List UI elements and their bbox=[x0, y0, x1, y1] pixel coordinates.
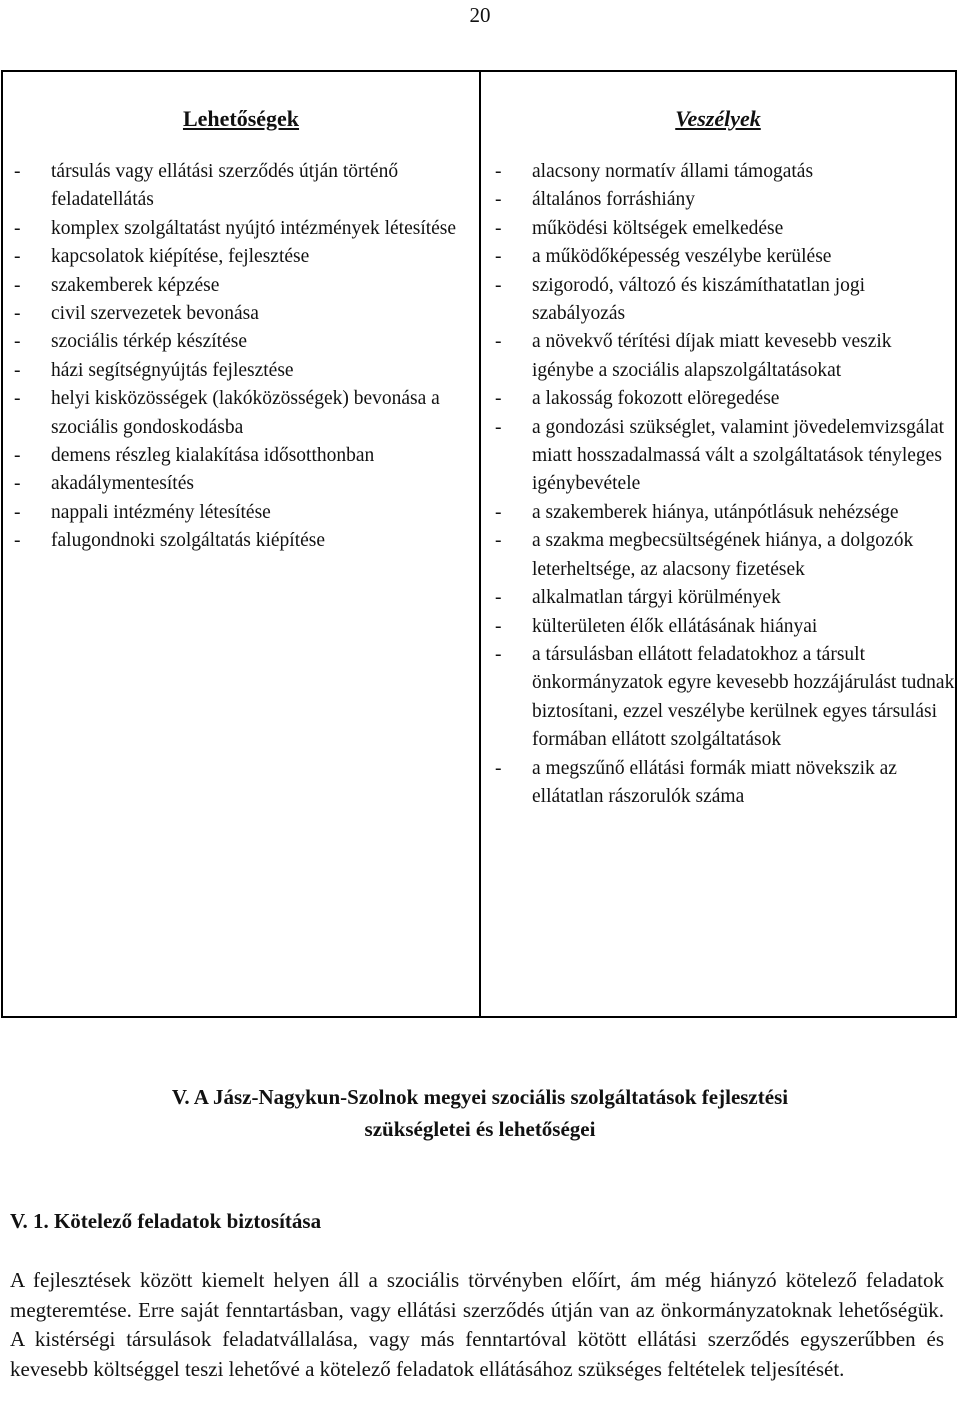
threat-item: - szigorodó, változó és kiszámíthatatlan jogi szabályozás bbox=[493, 272, 955, 329]
opportunity-item: - társulás vagy ellátási szerződés útján történő feladatellátás bbox=[12, 158, 479, 215]
opportunities-column bbox=[3, 72, 481, 1016]
threat-item: - a szakma megbecsültségének hiánya, a dolgozók leterheltsége, az alacsony fizetések bbox=[493, 527, 955, 584]
threats-column bbox=[481, 72, 955, 1016]
section-heading-line-2: szükségletei és lehetőségei bbox=[364, 1117, 596, 1141]
threat-item: - a lakosság fokozott elöregedése bbox=[493, 385, 955, 413]
opportunity-item: - házi segítségnyújtás fejlesztése bbox=[12, 357, 479, 385]
opportunity-item: - falugondnoki szolgáltatás kiépítése bbox=[12, 527, 479, 555]
opportunity-item: - szakemberek képzése bbox=[12, 272, 479, 300]
opportunity-item: - civil szervezetek bevonása bbox=[12, 300, 479, 328]
threats-list bbox=[493, 158, 955, 811]
section-heading-line-1: V. A Jász-Nagykun-Szolnok megyei szociális szolgáltatások fejlesztési bbox=[171, 1085, 789, 1109]
threat-item: - alacsony normatív állami támogatás bbox=[493, 158, 955, 186]
threat-item: - a szakemberek hiánya, utánpótlásuk nehézsége bbox=[493, 499, 955, 527]
opportunity-item: - nappali intézmény létesítése bbox=[12, 499, 479, 527]
opportunity-item: - kapcsolatok kiépítése, fejlesztése bbox=[12, 243, 479, 271]
threat-item: - általános forráshiány bbox=[493, 186, 955, 214]
threat-item: - a társulásban ellátott feladatokhoz a társult önkormányzatok egyre kevesebb hozzájárulást tudnak biztosítani, ezzel veszélybe kerülnek egyes társulási formában ellátott szolgáltatások bbox=[493, 641, 955, 755]
opportunity-item: - akadálymentesítés bbox=[12, 470, 479, 498]
section-heading bbox=[0, 1081, 960, 1145]
page-number: 20 bbox=[469, 3, 491, 27]
threat-item: - külterületen élők ellátásának hiányai bbox=[493, 613, 955, 641]
opportunities-title: Lehetőségek bbox=[182, 106, 300, 131]
threat-item: - a növekvő térítési díjak miatt kevesebb veszik igénybe a szociális alapszolgáltatásokat bbox=[493, 328, 955, 385]
body-paragraph: A fejlesztések között kiemelt helyen áll a szociális törvényben előírt, ám még hiányzó kötelező feladatok megteremtése. Erre saját fenntartásban, vagy ellátási szerződés útján van az önkormányzatoknak lehetőségük. A kistérségi társulások feladatvállalása, vagy más fenntartóval kötött ellátási szerződés egyszerűbben és kevesebb költséggel teszi lehetővé a kötelező feladatok ellátásához szükséges feltételek teljesítését. bbox=[10, 1268, 944, 1381]
subsection-heading: V. 1. Kötelező feladatok biztosítása bbox=[10, 1209, 322, 1233]
threat-item: - működési költségek emelkedése bbox=[493, 215, 955, 243]
threat-item: - alkalmatlan tárgyi körülmények bbox=[493, 584, 955, 612]
opportunity-item: - komplex szolgáltatást nyújtó intézmények létesítése bbox=[12, 215, 479, 243]
opportunity-item: - demens részleg kialakítása idősotthonban bbox=[12, 442, 479, 470]
opportunities-list bbox=[12, 158, 479, 556]
opportunity-item: - szociális térkép készítése bbox=[12, 328, 479, 356]
threat-item: - a megszűnő ellátási formák miatt növekszik az ellátatlan rászorulók száma bbox=[493, 755, 955, 812]
opportunity-item: - helyi kisközösségek (lakóközösségek) bevonása a szociális gondoskodásba bbox=[12, 385, 479, 442]
threat-item: - a működőképesség veszélybe kerülése bbox=[493, 243, 955, 271]
swot-table bbox=[1, 70, 957, 1018]
threat-item: - a gondozási szükséglet, valamint jövedelemvizsgálat miatt hosszadalmassá vált a szolgáltatások tényleges igénybevétele bbox=[493, 414, 955, 499]
threats-title: Veszélyek bbox=[675, 106, 761, 131]
